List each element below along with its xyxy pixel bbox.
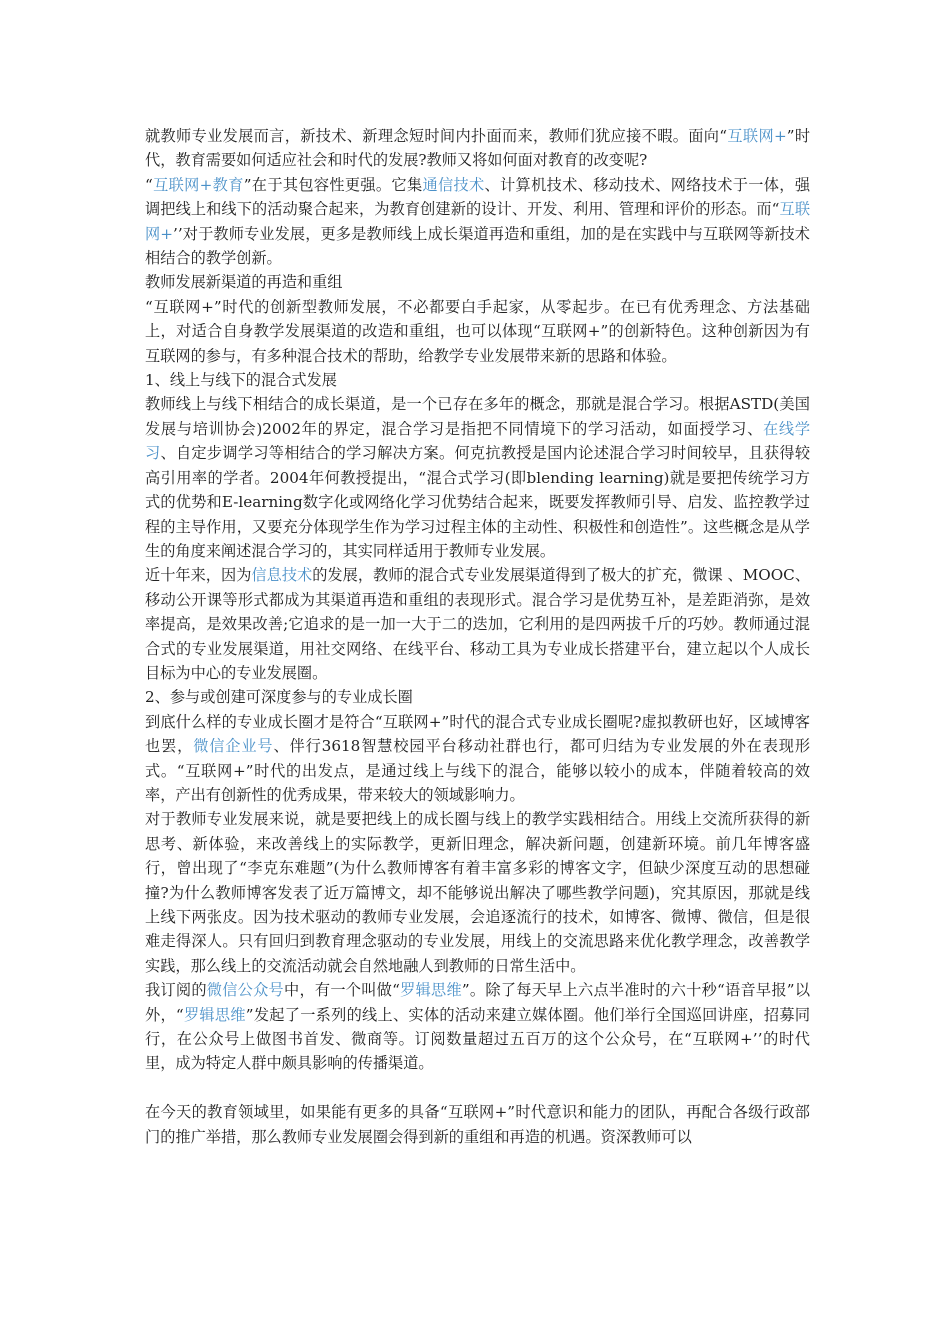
paragraph-online-offline-combination [145,807,810,978]
section-heading-new-channels [145,270,810,294]
inline-link[interactable]: 在线学习 [145,419,811,463]
paragraph-last-decade [145,563,810,685]
text-segment: ”。除了每天早上六点半准时的六十秒“语音早报”以外，“ [145,981,811,1024]
paragraph-intro [145,124,810,173]
text-segment: 教师发展新渠道的再造和重组 [145,273,343,292]
text-segment: 的发展，教师的混合式专业发展渠道得到了极大的扩充，微课 、MOOC、移动公开课等形式都成为其渠道再造和重组的表现形式。混合学习是优势互补，是差距消弥，是效率提高，是效果改善;它追求的是一加一大于二的迭加，它利用的是四两拔千斤的巧妙。教师通过混合式的专业发展渠道，用社交网络、在线平台、移动工具为专业成长搭建平台，建立起以个人成长目标为中心的专业发展圈。 [145,566,811,682]
text-segment: 、计算机技术、移动技术、网络技术于一体，强调把线上和线下的活动聚合起来，为教育创建新的设计、开发、利用、管理和评价的形态。而“ [145,175,811,219]
text-segment: “ [145,175,153,194]
inline-link[interactable]: 罗辑思维 [399,981,462,1000]
text-segment: 、自定步调学习等相结合的学习解决方案。何克抗教授是国内论述混合学习时间较早，且获得较高引用率的学者。2004年何教授提出，“混合式学习(即blending learning)就是要把传统学习方式的优势和E-learning数字化或网络化学习优势结合起来，既要发挥教师引导、启发、监控教学过程的主导作用，又要充分体现学生作为学习过程主体的主动性、积极性和创造性”。这些概念是从学生的角度来阐述混合学习的，其实同样适用于教师专业发展。 [145,444,811,560]
subheading-blended-development [145,368,810,392]
inline-link[interactable]: 信息技术 [251,566,313,585]
text-segment: 、伴行3618智慧校园平台移动社群也行，都可归结为专业发展的外在表现形式。“互联网+”时代的出发点，是通过线上与线下的混合，能够以较小的成本，伴随着较高的效率，产出有创新性的优秀成果，带来较大的领域影响力。 [145,737,811,804]
inline-link[interactable]: 通信技术 [422,175,485,194]
text-segment: “互联网+”时代的创新型教师发展，不必都要白手起家，从零起步。在已有优秀理念、方法基础上，对适合自身教学发展渠道的改造和重组，也可以体现“互联网+”的创新特色。这种创新因为有互联网的参与，有多种混合技术的帮助，给教学专业发展带来新的思路和体验。 [145,297,810,365]
text-segment: 对于教师专业发展来说，就是要把线上的成长圈与线上的教学实践相结合。用线上交流所获得的新思考、新体验，来改善线上的实际教学，更新旧理念，解决新问题，创建新环境。前几年博客盛行，曾出现了“李克东难题”(为什么教师博客有着丰富多彩的博客文字，但缺少深度互动的思想碰撞?为什么教师博客发表了近万篇博文，却不能够说出解决了哪些教学问题)，究其原因，那就是线上线下两张皮。因为技术驱动的教师专业发展，会追逐流行的技术，如博客、微博、微信，但是很难走得深人。只有回归到教育理念驱动的专业发展，用线上的交流思路来优化教学理念，改善教学实践，那么线上的交流活动就会自然地融人到教师的日常生活中。 [145,810,810,975]
inline-link[interactable]: 微信企业号 [193,737,274,756]
text-segment: 1、线上与线下的混合式发展 [145,371,337,390]
text-segment: ’’对于教师专业发展，更多是教师线上成长渠道再造和重组，加的是在实践中与互联网等新技术相结合的教学创新。 [145,224,810,268]
paragraph-growth-circle-question [145,710,810,808]
text-segment: ”时代，教育需要如何适应社会和时代的发展?教师又将如何面对教育的改变呢? [145,127,811,170]
inline-link[interactable]: 互联网+ [727,127,787,145]
text-segment: ”在于其包容性更强。它集 [243,175,423,194]
text-segment: 我订阅的 [145,981,207,1000]
paragraph-innovative-teacher-development [145,295,810,368]
blank-line [145,1076,810,1100]
paragraph-blended-learning [145,392,810,563]
inline-link[interactable]: 微信公众号 [206,981,284,1000]
text-segment: 近十年来，因为 [145,566,252,585]
inline-link[interactable]: 互联网+教育 [152,175,244,194]
text-segment: 教师线上与线下相结合的成长渠道，是一个已存在多年的概念，那就是混合学习。根据ASTD(美国发展与培训协会)2002年的界定，混合学习是指把不同情境下的学习活动，如面授学习、 [145,395,810,438]
paragraph-today-education [145,1100,810,1149]
paragraph-wechat-example [145,978,810,1076]
subheading-growth-circle [145,685,810,709]
text-segment: 在今天的教育领域里，如果能有更多的具备“互联网+”时代意识和能力的团队，再配合各级行政部门的推广举措，那么教师专业发展圈会得到新的重组和再造的机遇。资深教师可以 [145,1103,810,1146]
text-segment: 中，有一个叫做“ [284,981,400,1000]
document-body [145,124,810,1149]
paragraph-internet-plus-education [145,173,810,271]
inline-link[interactable]: 互联网+ [145,200,811,243]
text-segment: 就教师专业发展而言，新技术、新理念短时间内扑面而来，教师们犹应接不暇。面向“ [145,127,728,145]
text-segment: ”发起了一系列的线上、实体的活动来建立媒体圈。他们举行全国巡回讲座，招募同行，在公众号上做图书首发、微商等。订阅数量超过五百万的这个公众号，在“互联网+’’的时代里，成为特定人群中颇具影响的传播渠道。 [145,1005,811,1073]
inline-link[interactable]: 罗辑思维 [183,1005,246,1024]
text-segment: 2、参与或创建可深度参与的专业成长圈 [145,688,413,707]
text-segment: 到底什么样的专业成长圈才是符合“互联网+”时代的混合式专业成长圈呢?虚拟教研也好，区域博客也罢， [145,712,810,756]
